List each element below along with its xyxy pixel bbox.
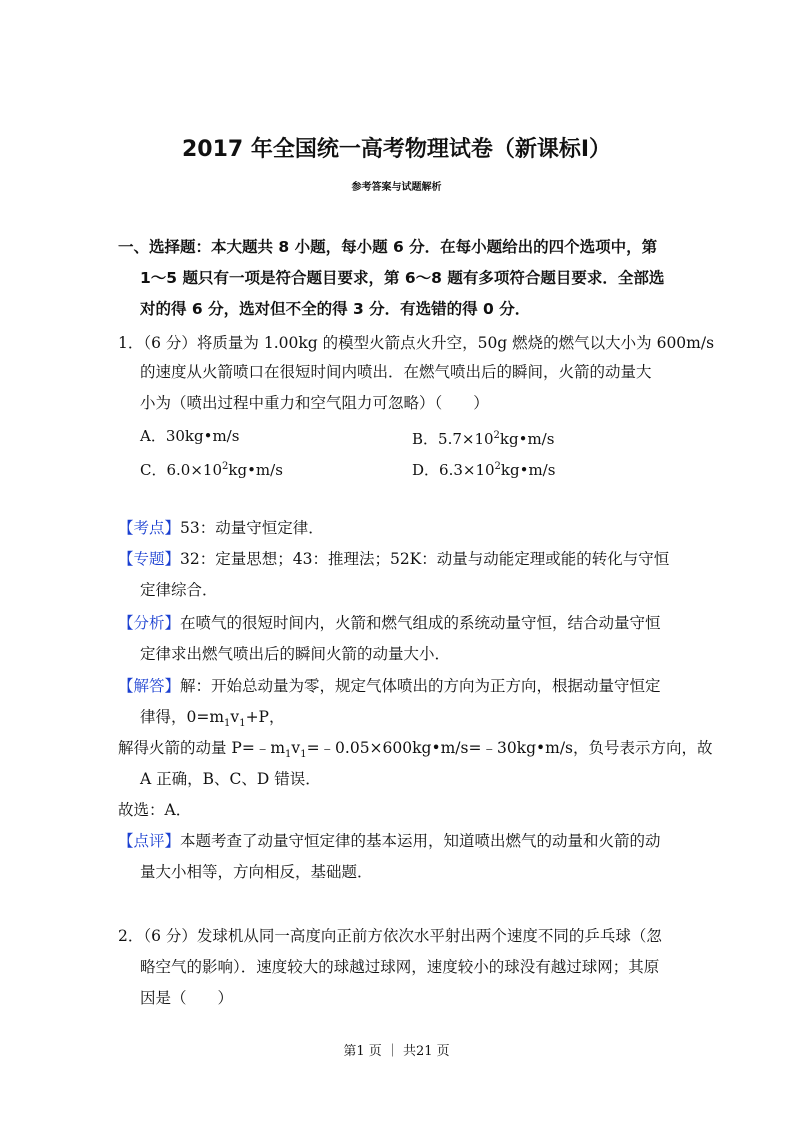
q1-zhuanti-line-2: 定律综合． <box>140 581 218 599</box>
q1-kaodian: 【考点】53：动量守恒定律． <box>118 519 324 537</box>
section-heading-line-1: 一、选择题：本大题共 8 小题，每小题 6 分．在每小题给出的四个选项中，第 <box>118 238 658 256</box>
q1-option-d: D．$6.3\times 10^2kg•m/s$ <box>412 461 556 479</box>
q1-stem-line-2: 的速度从火箭喷口在很短时间内喷出．在燃气喷出后的瞬间，火箭的动量大 <box>140 363 652 381</box>
q1-option-b: B．$5.7\times 10^2kg•m/s$ <box>412 430 555 448</box>
q1-zhuanti-line-1: 【专题】32：定量思想；43：推理法；52K：动量与动能定理或能的转化与守恒 <box>118 550 670 568</box>
document-title: 2017 年全国统一高考物理试卷（新课标Ⅰ） <box>181 137 612 162</box>
q2-stem-line-3: 因是（ ） <box>140 989 234 1007</box>
q1-option-c: C．$6.0\times 10^2kg•m/s$ <box>140 461 283 479</box>
jieda-tag: 【解答】 <box>118 677 181 695</box>
dianping-tag: 【点评】 <box>118 832 181 850</box>
section-heading-line-3: 对的得 6 分，选对但不全的得 3 分．有选错的得 0 分． <box>140 300 531 318</box>
q1-jieda-line-4: A 正确，B、C、D 错误． <box>140 770 321 788</box>
q1-jieda-line-2: 律得，$0=m_1v_1+P$， <box>140 708 285 730</box>
q2-stem-line-1: 2．（6 分）发球机从同一高度向正前方依次水平射出两个速度不同的乒乓球（忽 <box>118 927 662 945</box>
q1-jieda-line-3: 解得火箭的动量 $P=﹣m_1v_1=﹣0.05\times 600kg•m/s=﹣30kg•m/s$，负号表示方向，故 <box>118 739 713 761</box>
page-footer: 第1 页 ｜ 共21 页 <box>343 1044 450 1059</box>
q1-fenxi-line-2: 定律求出燃气喷出后的瞬间火箭的动量大小． <box>140 645 451 663</box>
section-heading-line-2: 1～5 题只有一项是符合题目要求，第 6～8 题有多项符合题目要求．全部选 <box>140 269 665 287</box>
q1-answer: 故选：A． <box>118 801 192 819</box>
zhuanti-tag: 【专题】 <box>118 550 181 568</box>
q1-dianping-line-2: 量大小相等，方向相反，基础题． <box>140 863 373 881</box>
q2-stem-line-2: 略空气的影响）．速度较大的球越过球网，速度较小的球没有越过球网；其原 <box>140 958 660 976</box>
document-subtitle: 参考答案与试题解析 <box>351 182 442 193</box>
q1-fenxi-line-1: 【分析】在喷气的很短时间内，火箭和燃气组成的系统动量守恒，结合动量守恒 <box>118 614 661 632</box>
q1-dianping-line-1: 【点评】本题考查了动量守恒定律的基本运用，知道喷出燃气的动量和火箭的动 <box>118 832 661 850</box>
q1-option-a: A．30kg•m/s <box>140 427 240 445</box>
q1-stem-line-1: 1．（6 分）将质量为 1.00kg 的模型火箭点火升空，50g 燃烧的燃气以大小为 600m/s <box>118 334 715 352</box>
q1-stem-line-3: 小为（喷出过程中重力和空气阻力可忽略）（ ） <box>140 394 489 412</box>
fenxi-tag: 【分析】 <box>118 614 181 632</box>
kaodian-tag: 【考点】 <box>118 519 181 537</box>
q1-jieda-line-1: 【解答】解：开始总动量为零，规定气体喷出的方向为正方向，根据动量守恒定 <box>118 677 661 695</box>
